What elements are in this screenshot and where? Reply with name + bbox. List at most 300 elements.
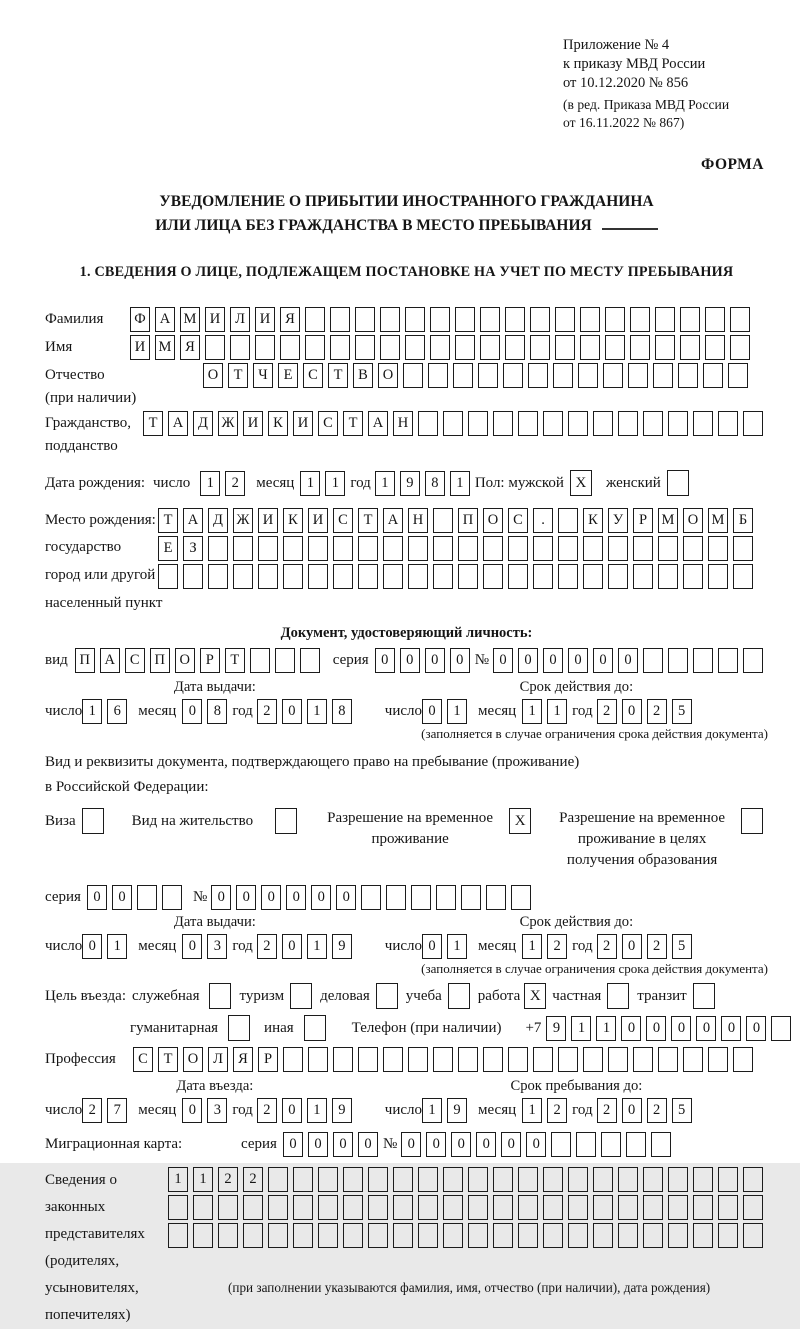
char-cell[interactable]: [453, 363, 473, 388]
char-cell[interactable]: [255, 335, 275, 360]
char-cell[interactable]: [443, 1195, 463, 1220]
char-cell[interactable]: [533, 536, 553, 561]
char-cell[interactable]: Е: [158, 536, 178, 561]
char-cell[interactable]: 1: [522, 1098, 542, 1123]
char-cell[interactable]: 5: [672, 934, 692, 959]
char-cell[interactable]: [668, 648, 688, 673]
char-cell[interactable]: 2: [225, 471, 245, 496]
char-cell[interactable]: Л: [230, 307, 250, 332]
char-cell[interactable]: С: [508, 508, 528, 533]
char-cell[interactable]: Ч: [253, 363, 273, 388]
char-cell[interactable]: М: [180, 307, 200, 332]
char-cell[interactable]: [330, 335, 350, 360]
char-cell[interactable]: Я: [233, 1047, 253, 1072]
char-cell[interactable]: [655, 307, 675, 332]
char-cell[interactable]: [618, 1167, 638, 1192]
char-cell[interactable]: [653, 363, 673, 388]
char-cell[interactable]: [518, 411, 538, 436]
char-cell[interactable]: П: [75, 648, 95, 673]
char-cell[interactable]: 2: [647, 699, 667, 724]
char-cell[interactable]: [443, 1223, 463, 1248]
char-cell[interactable]: 0: [333, 1132, 353, 1157]
char-cell[interactable]: 0: [622, 1098, 642, 1123]
char-cell[interactable]: Д: [193, 411, 213, 436]
char-cell[interactable]: 2: [647, 934, 667, 959]
char-cell[interactable]: [568, 1223, 588, 1248]
char-cell[interactable]: Т: [328, 363, 348, 388]
char-cell[interactable]: Л: [208, 1047, 228, 1072]
char-cell[interactable]: [553, 363, 573, 388]
purpose-humanitarian-checkbox[interactable]: [228, 1015, 250, 1041]
char-cell[interactable]: [628, 363, 648, 388]
char-cell[interactable]: [343, 1223, 363, 1248]
char-cell[interactable]: [543, 1195, 563, 1220]
char-cell[interactable]: [708, 1047, 728, 1072]
char-cell[interactable]: 0: [375, 648, 395, 673]
char-cell[interactable]: [680, 307, 700, 332]
char-cell[interactable]: Т: [225, 648, 245, 673]
char-cell[interactable]: [418, 1195, 438, 1220]
char-cell[interactable]: 1: [307, 1098, 327, 1123]
char-cell[interactable]: [405, 335, 425, 360]
char-cell[interactable]: 8: [332, 699, 352, 724]
char-cell[interactable]: [280, 335, 300, 360]
char-cell[interactable]: 0: [358, 1132, 378, 1157]
char-cell[interactable]: [393, 1223, 413, 1248]
char-cell[interactable]: О: [683, 508, 703, 533]
char-cell[interactable]: А: [368, 411, 388, 436]
char-cell[interactable]: Ж: [233, 508, 253, 533]
char-cell[interactable]: 7: [107, 1098, 127, 1123]
char-cell[interactable]: [408, 1047, 428, 1072]
char-cell[interactable]: [593, 1223, 613, 1248]
char-cell[interactable]: [403, 363, 423, 388]
char-cell[interactable]: [308, 1047, 328, 1072]
char-cell[interactable]: И: [308, 508, 328, 533]
char-cell[interactable]: [733, 564, 753, 589]
char-cell[interactable]: [643, 1167, 663, 1192]
char-cell[interactable]: [530, 335, 550, 360]
char-cell[interactable]: [643, 648, 663, 673]
char-cell[interactable]: [643, 1195, 663, 1220]
char-cell[interactable]: 0: [746, 1016, 766, 1041]
char-cell[interactable]: [743, 1223, 763, 1248]
char-cell[interactable]: Д: [208, 508, 228, 533]
char-cell[interactable]: 1: [82, 699, 102, 724]
char-cell[interactable]: [208, 536, 228, 561]
char-cell[interactable]: [543, 411, 563, 436]
char-cell[interactable]: [601, 1132, 621, 1157]
char-cell[interactable]: [358, 564, 378, 589]
char-cell[interactable]: 0: [622, 934, 642, 959]
char-cell[interactable]: [436, 885, 456, 910]
char-cell[interactable]: [308, 536, 328, 561]
purpose-work-checkbox[interactable]: X: [524, 983, 546, 1009]
char-cell[interactable]: [618, 1223, 638, 1248]
char-cell[interactable]: [137, 885, 157, 910]
char-cell[interactable]: [618, 1195, 638, 1220]
char-cell[interactable]: [743, 648, 763, 673]
char-cell[interactable]: 0: [422, 699, 442, 724]
char-cell[interactable]: [233, 536, 253, 561]
char-cell[interactable]: 0: [87, 885, 107, 910]
char-cell[interactable]: 1: [107, 934, 127, 959]
char-cell[interactable]: [493, 411, 513, 436]
char-cell[interactable]: [208, 564, 228, 589]
char-cell[interactable]: 5: [672, 1098, 692, 1123]
char-cell[interactable]: 1: [375, 471, 395, 496]
char-cell[interactable]: [486, 885, 506, 910]
char-cell[interactable]: 0: [401, 1132, 421, 1157]
char-cell[interactable]: [418, 1167, 438, 1192]
char-cell[interactable]: Т: [358, 508, 378, 533]
char-cell[interactable]: [568, 411, 588, 436]
char-cell[interactable]: [668, 1195, 688, 1220]
char-cell[interactable]: 0: [543, 648, 563, 673]
char-cell[interactable]: [480, 307, 500, 332]
char-cell[interactable]: 0: [422, 934, 442, 959]
char-cell[interactable]: 0: [282, 699, 302, 724]
char-cell[interactable]: [268, 1223, 288, 1248]
char-cell[interactable]: [468, 411, 488, 436]
char-cell[interactable]: [230, 335, 250, 360]
char-cell[interactable]: [668, 411, 688, 436]
char-cell[interactable]: [508, 564, 528, 589]
char-cell[interactable]: [618, 411, 638, 436]
char-cell[interactable]: [455, 307, 475, 332]
char-cell[interactable]: 1: [200, 471, 220, 496]
char-cell[interactable]: [468, 1167, 488, 1192]
char-cell[interactable]: 1: [447, 934, 467, 959]
char-cell[interactable]: 0: [182, 934, 202, 959]
char-cell[interactable]: [193, 1223, 213, 1248]
char-cell[interactable]: [658, 564, 678, 589]
char-cell[interactable]: [518, 1195, 538, 1220]
char-cell[interactable]: [162, 885, 182, 910]
char-cell[interactable]: [158, 564, 178, 589]
char-cell[interactable]: 0: [182, 699, 202, 724]
char-cell[interactable]: [680, 335, 700, 360]
char-cell[interactable]: 2: [547, 934, 567, 959]
char-cell[interactable]: [683, 1047, 703, 1072]
char-cell[interactable]: [268, 1167, 288, 1192]
char-cell[interactable]: [580, 307, 600, 332]
char-cell[interactable]: И: [205, 307, 225, 332]
char-cell[interactable]: [293, 1167, 313, 1192]
char-cell[interactable]: И: [258, 508, 278, 533]
char-cell[interactable]: 0: [426, 1132, 446, 1157]
char-cell[interactable]: 2: [597, 934, 617, 959]
char-cell[interactable]: [703, 363, 723, 388]
char-cell[interactable]: 8: [425, 471, 445, 496]
char-cell[interactable]: С: [303, 363, 323, 388]
char-cell[interactable]: [605, 307, 625, 332]
sex-female-checkbox[interactable]: [667, 470, 689, 496]
char-cell[interactable]: С: [125, 648, 145, 673]
char-cell[interactable]: [558, 1047, 578, 1072]
char-cell[interactable]: [258, 536, 278, 561]
char-cell[interactable]: [558, 536, 578, 561]
char-cell[interactable]: [493, 1195, 513, 1220]
char-cell[interactable]: [508, 536, 528, 561]
char-cell[interactable]: 1: [450, 471, 470, 496]
char-cell[interactable]: [358, 1047, 378, 1072]
char-cell[interactable]: [771, 1016, 791, 1041]
char-cell[interactable]: [243, 1195, 263, 1220]
char-cell[interactable]: [580, 335, 600, 360]
char-cell[interactable]: Е: [278, 363, 298, 388]
char-cell[interactable]: [250, 648, 270, 673]
char-cell[interactable]: [633, 536, 653, 561]
char-cell[interactable]: А: [100, 648, 120, 673]
char-cell[interactable]: [455, 335, 475, 360]
char-cell[interactable]: 9: [332, 1098, 352, 1123]
char-cell[interactable]: [678, 363, 698, 388]
char-cell[interactable]: [458, 564, 478, 589]
char-cell[interactable]: 1: [325, 471, 345, 496]
char-cell[interactable]: [533, 1047, 553, 1072]
char-cell[interactable]: [461, 885, 481, 910]
char-cell[interactable]: [718, 411, 738, 436]
char-cell[interactable]: [355, 307, 375, 332]
char-cell[interactable]: [443, 1167, 463, 1192]
char-cell[interactable]: Т: [143, 411, 163, 436]
char-cell[interactable]: [655, 335, 675, 360]
char-cell[interactable]: [318, 1223, 338, 1248]
char-cell[interactable]: 1: [522, 699, 542, 724]
char-cell[interactable]: О: [378, 363, 398, 388]
char-cell[interactable]: [383, 564, 403, 589]
char-cell[interactable]: [168, 1223, 188, 1248]
char-cell[interactable]: 0: [493, 648, 513, 673]
char-cell[interactable]: 0: [311, 885, 331, 910]
char-cell[interactable]: [418, 1223, 438, 1248]
char-cell[interactable]: О: [483, 508, 503, 533]
char-cell[interactable]: [511, 885, 531, 910]
char-cell[interactable]: [305, 307, 325, 332]
char-cell[interactable]: [608, 1047, 628, 1072]
char-cell[interactable]: [283, 564, 303, 589]
char-cell[interactable]: 1: [522, 934, 542, 959]
char-cell[interactable]: 0: [476, 1132, 496, 1157]
char-cell[interactable]: [743, 1195, 763, 1220]
char-cell[interactable]: [218, 1195, 238, 1220]
char-cell[interactable]: 0: [501, 1132, 521, 1157]
char-cell[interactable]: [593, 1167, 613, 1192]
char-cell[interactable]: [578, 363, 598, 388]
char-cell[interactable]: [551, 1132, 571, 1157]
char-cell[interactable]: [651, 1132, 671, 1157]
char-cell[interactable]: К: [283, 508, 303, 533]
char-cell[interactable]: [708, 536, 728, 561]
char-cell[interactable]: 3: [207, 1098, 227, 1123]
char-cell[interactable]: [518, 1223, 538, 1248]
char-cell[interactable]: З: [183, 536, 203, 561]
char-cell[interactable]: 1: [422, 1098, 442, 1123]
char-cell[interactable]: 6: [107, 699, 127, 724]
char-cell[interactable]: [568, 1167, 588, 1192]
char-cell[interactable]: [708, 564, 728, 589]
char-cell[interactable]: [608, 536, 628, 561]
char-cell[interactable]: И: [130, 335, 150, 360]
char-cell[interactable]: 2: [597, 699, 617, 724]
purpose-private-checkbox[interactable]: [607, 983, 629, 1009]
temp-residence-education-checkbox[interactable]: [741, 808, 763, 834]
char-cell[interactable]: [386, 885, 406, 910]
char-cell[interactable]: 0: [450, 648, 470, 673]
char-cell[interactable]: 2: [257, 934, 277, 959]
char-cell[interactable]: 2: [243, 1167, 263, 1192]
temp-residence-checkbox[interactable]: X: [509, 808, 531, 834]
char-cell[interactable]: [743, 1167, 763, 1192]
char-cell[interactable]: 0: [182, 1098, 202, 1123]
char-cell[interactable]: [383, 536, 403, 561]
char-cell[interactable]: [283, 536, 303, 561]
char-cell[interactable]: 0: [400, 648, 420, 673]
char-cell[interactable]: [718, 1195, 738, 1220]
char-cell[interactable]: О: [175, 648, 195, 673]
char-cell[interactable]: [300, 648, 320, 673]
char-cell[interactable]: [418, 411, 438, 436]
char-cell[interactable]: [718, 1167, 738, 1192]
char-cell[interactable]: [605, 335, 625, 360]
char-cell[interactable]: А: [383, 508, 403, 533]
char-cell[interactable]: 0: [622, 699, 642, 724]
char-cell[interactable]: 5: [672, 699, 692, 724]
char-cell[interactable]: 9: [447, 1098, 467, 1123]
char-cell[interactable]: [733, 1047, 753, 1072]
char-cell[interactable]: 1: [547, 699, 567, 724]
char-cell[interactable]: [633, 564, 653, 589]
char-cell[interactable]: [433, 1047, 453, 1072]
purpose-tourism-checkbox[interactable]: [290, 983, 312, 1009]
char-cell[interactable]: [458, 536, 478, 561]
char-cell[interactable]: 0: [82, 934, 102, 959]
char-cell[interactable]: 0: [696, 1016, 716, 1041]
char-cell[interactable]: Р: [200, 648, 220, 673]
char-cell[interactable]: 2: [218, 1167, 238, 1192]
char-cell[interactable]: [408, 536, 428, 561]
char-cell[interactable]: [368, 1195, 388, 1220]
char-cell[interactable]: [555, 335, 575, 360]
char-cell[interactable]: Т: [158, 508, 178, 533]
char-cell[interactable]: [361, 885, 381, 910]
char-cell[interactable]: [743, 411, 763, 436]
char-cell[interactable]: [468, 1195, 488, 1220]
char-cell[interactable]: [518, 1167, 538, 1192]
char-cell[interactable]: [218, 1223, 238, 1248]
char-cell[interactable]: И: [243, 411, 263, 436]
char-cell[interactable]: М: [155, 335, 175, 360]
char-cell[interactable]: А: [168, 411, 188, 436]
char-cell[interactable]: 1: [307, 699, 327, 724]
char-cell[interactable]: С: [333, 508, 353, 533]
char-cell[interactable]: [368, 1167, 388, 1192]
char-cell[interactable]: [428, 363, 448, 388]
char-cell[interactable]: Т: [158, 1047, 178, 1072]
char-cell[interactable]: [493, 1167, 513, 1192]
char-cell[interactable]: [275, 648, 295, 673]
purpose-business-checkbox[interactable]: [209, 983, 231, 1009]
char-cell[interactable]: [483, 536, 503, 561]
char-cell[interactable]: А: [155, 307, 175, 332]
char-cell[interactable]: 0: [286, 885, 306, 910]
char-cell[interactable]: [508, 1047, 528, 1072]
char-cell[interactable]: [630, 307, 650, 332]
char-cell[interactable]: 0: [308, 1132, 328, 1157]
char-cell[interactable]: [183, 564, 203, 589]
char-cell[interactable]: 1: [300, 471, 320, 496]
char-cell[interactable]: 0: [261, 885, 281, 910]
char-cell[interactable]: [318, 1167, 338, 1192]
char-cell[interactable]: [293, 1223, 313, 1248]
char-cell[interactable]: [668, 1167, 688, 1192]
char-cell[interactable]: [458, 1047, 478, 1072]
char-cell[interactable]: 0: [336, 885, 356, 910]
char-cell[interactable]: О: [203, 363, 223, 388]
char-cell[interactable]: К: [268, 411, 288, 436]
char-cell[interactable]: [333, 1047, 353, 1072]
char-cell[interactable]: Н: [393, 411, 413, 436]
char-cell[interactable]: [430, 335, 450, 360]
char-cell[interactable]: Ж: [218, 411, 238, 436]
char-cell[interactable]: [433, 564, 453, 589]
char-cell[interactable]: [555, 307, 575, 332]
char-cell[interactable]: А: [183, 508, 203, 533]
char-cell[interactable]: 2: [597, 1098, 617, 1123]
char-cell[interactable]: 9: [546, 1016, 566, 1041]
char-cell[interactable]: [543, 1167, 563, 1192]
char-cell[interactable]: [333, 536, 353, 561]
char-cell[interactable]: 0: [518, 648, 538, 673]
char-cell[interactable]: 2: [257, 699, 277, 724]
char-cell[interactable]: 0: [283, 1132, 303, 1157]
char-cell[interactable]: [405, 307, 425, 332]
char-cell[interactable]: 0: [211, 885, 231, 910]
char-cell[interactable]: [393, 1195, 413, 1220]
char-cell[interactable]: 2: [82, 1098, 102, 1123]
char-cell[interactable]: 1: [596, 1016, 616, 1041]
char-cell[interactable]: [593, 411, 613, 436]
char-cell[interactable]: [533, 564, 553, 589]
char-cell[interactable]: [728, 363, 748, 388]
char-cell[interactable]: 2: [647, 1098, 667, 1123]
char-cell[interactable]: 1: [307, 934, 327, 959]
char-cell[interactable]: Н: [408, 508, 428, 533]
char-cell[interactable]: [730, 307, 750, 332]
char-cell[interactable]: [693, 1167, 713, 1192]
char-cell[interactable]: [603, 363, 623, 388]
char-cell[interactable]: [433, 536, 453, 561]
char-cell[interactable]: Я: [180, 335, 200, 360]
char-cell[interactable]: [658, 536, 678, 561]
char-cell[interactable]: [358, 536, 378, 561]
char-cell[interactable]: [530, 307, 550, 332]
char-cell[interactable]: [318, 1195, 338, 1220]
purpose-study-checkbox[interactable]: [448, 983, 470, 1009]
char-cell[interactable]: 2: [257, 1098, 277, 1123]
visa-checkbox[interactable]: [82, 808, 104, 834]
char-cell[interactable]: 2: [547, 1098, 567, 1123]
char-cell[interactable]: [343, 1167, 363, 1192]
sex-male-checkbox[interactable]: X: [570, 470, 592, 496]
char-cell[interactable]: [658, 1047, 678, 1072]
char-cell[interactable]: 9: [400, 471, 420, 496]
char-cell[interactable]: 0: [425, 648, 445, 673]
char-cell[interactable]: К: [583, 508, 603, 533]
char-cell[interactable]: [243, 1223, 263, 1248]
char-cell[interactable]: [193, 1195, 213, 1220]
